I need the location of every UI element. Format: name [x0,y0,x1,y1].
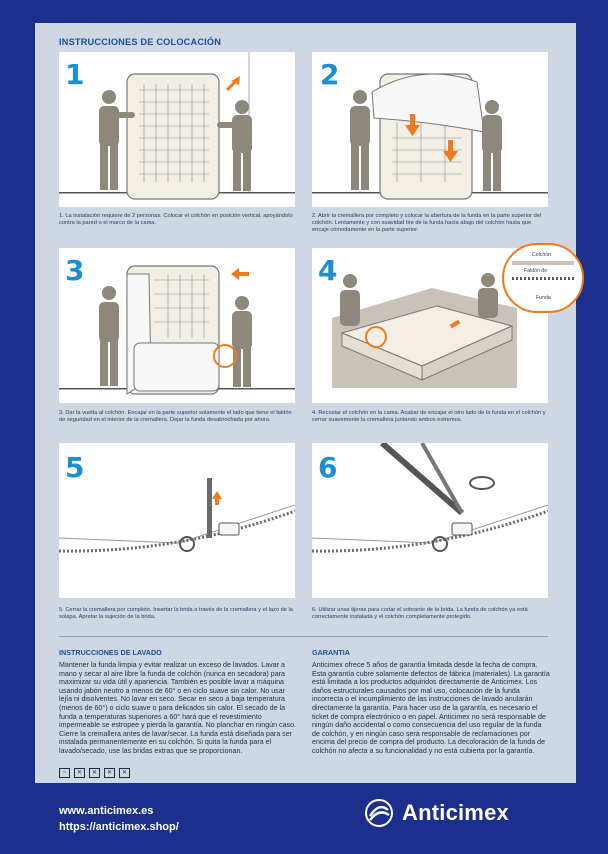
no-dry-clean-icon: ✕ [119,768,130,778]
warranty-section [312,648,550,756]
step-5-caption: 5. Cerrar la cremallera por completo. Insertar la brida a través de la cremallera y el lazo de la solapa. Apretar la sujeción de la brida. [59,607,293,621]
warranty-body: Anticimex ofrece 5 años de garantía limitada desde la fecha de compra. Esta garantía cubre solamente defectos de fábrica (materiales). La garantía está limitada a los productos adquiridos directamente de Anticimex. Los daños estructurales causados por mal uso, colocación de la funda incorrecta o el incumplimiento de las instrucciones de lavado anularán directamente la garantía. Para hacer uso de la garantía, es necesario el ticket de compra electrónico o en papel. Anticimex no será responsable de ningún daño accidental o como consecuencia del uso regular de la funda de colchón, y en ningún caso será responsable de reclamaciones por encima del precio de compra del producto. La decoloración de la funda de colchón no afecta a su funcionalidad y no está cubierta por la garantía. [312,661,550,755]
washing-body: Mantener la funda limpia y evitar realizar un exceso de lavados. Lavar a mano y secar al aire libre la funda de colchón (nunca en secadora) para maximizar su vida útil y apariencia. También es posible lavar a máquina usando jabón neutro a menos de 60° o en ciclo suave sin calor. No usar lejía ni disolventes. No lavar en seco. Secar en seco a baja temperatura (menos de 60°) o ciclo suave o para delicados sin calor. El secado de la funda a temperaturas superiores a 60° hará que el revestimiento impermeable se estropee y pierda la garantía. No planchar en ningún caso. Cierre la cremallera antes de lavar/secar. La funda está diseñada para ser instalada permanentemente en su colchón. Si quita la funda para el lavado/secado, use las bridas extras que se proporcionan. [59,661,296,755]
step-2-number: 2 [320,58,340,91]
step-6-illustration [312,443,548,598]
brand-name: Anticimex [402,800,509,825]
wash-icon: ~ [59,768,70,778]
no-tumble-dry-icon: ✕ [89,768,100,778]
shop-link[interactable]: https://anticimex.shop/ [59,821,179,833]
legend-funda: Funda [536,295,551,301]
legend-faldon: Faldón de [524,268,548,274]
step-3-illustration [59,248,295,403]
step-1-number: 1 [65,58,85,91]
legend-colchon: Colchón [532,252,552,258]
anticimex-logo-icon [364,798,394,828]
step-2-illustration [312,52,548,207]
footer-links [59,803,179,835]
step-4-number: 4 [318,254,338,287]
no-bleach-icon: ✕ [74,768,85,778]
warranty-title: GARANTIA [312,648,350,657]
no-iron-icon: ✕ [104,768,115,778]
washing-title: INSTRUCCIONES DE LAVADO [59,648,162,657]
step-4-caption: 4. Recostar el colchón en la cama. Acabar de encajar el otro lado de la funda en el colchón y cerrar suavemente la cremallera juntando ambos extremos. [312,410,546,424]
step-1-caption: 1. La instalación requiere de 2 personas. Colocar el colchón en posición vertical, apoyándolo contra la pared o el marco de la cama. [59,213,293,227]
step-5-illustration [59,443,295,598]
step-2-caption: 2. Abrir la cremallera por completo y colocar la abertura de la funda en la parte superior del colchón. Lentamente y con suavidad tire de la funda hacia abajo del colchón hasta que encaje cómodamente en la parte superior. [312,213,542,234]
step-3-number: 3 [65,254,85,287]
step-5-number: 5 [65,451,85,484]
step-1-illustration [59,52,295,207]
page-title: INSTRUCCIONES DE COLOCACIÓN [59,37,222,47]
zipper-legend-bubble [502,243,584,313]
step-6-number: 6 [318,451,338,484]
care-symbols [59,768,130,778]
website-link[interactable]: www.anticimex.es [59,805,154,817]
section-divider [59,636,548,637]
washing-section [59,648,297,756]
step-3-caption: 3. Dar la vuelta al colchón. Encajar en la parte superior solamente el lado que tiene el faldón de seguridad en el interior de la cremallera. Dejar la funda desabrochada por ahora. [59,410,292,424]
step-6-caption: 6. Utilizar unas tijeras para cortar el sobrante de la brida. La funda de colchón ya está correctamente instalada y el colchón completamente protegido. [312,607,528,621]
brand-logo [364,798,509,828]
